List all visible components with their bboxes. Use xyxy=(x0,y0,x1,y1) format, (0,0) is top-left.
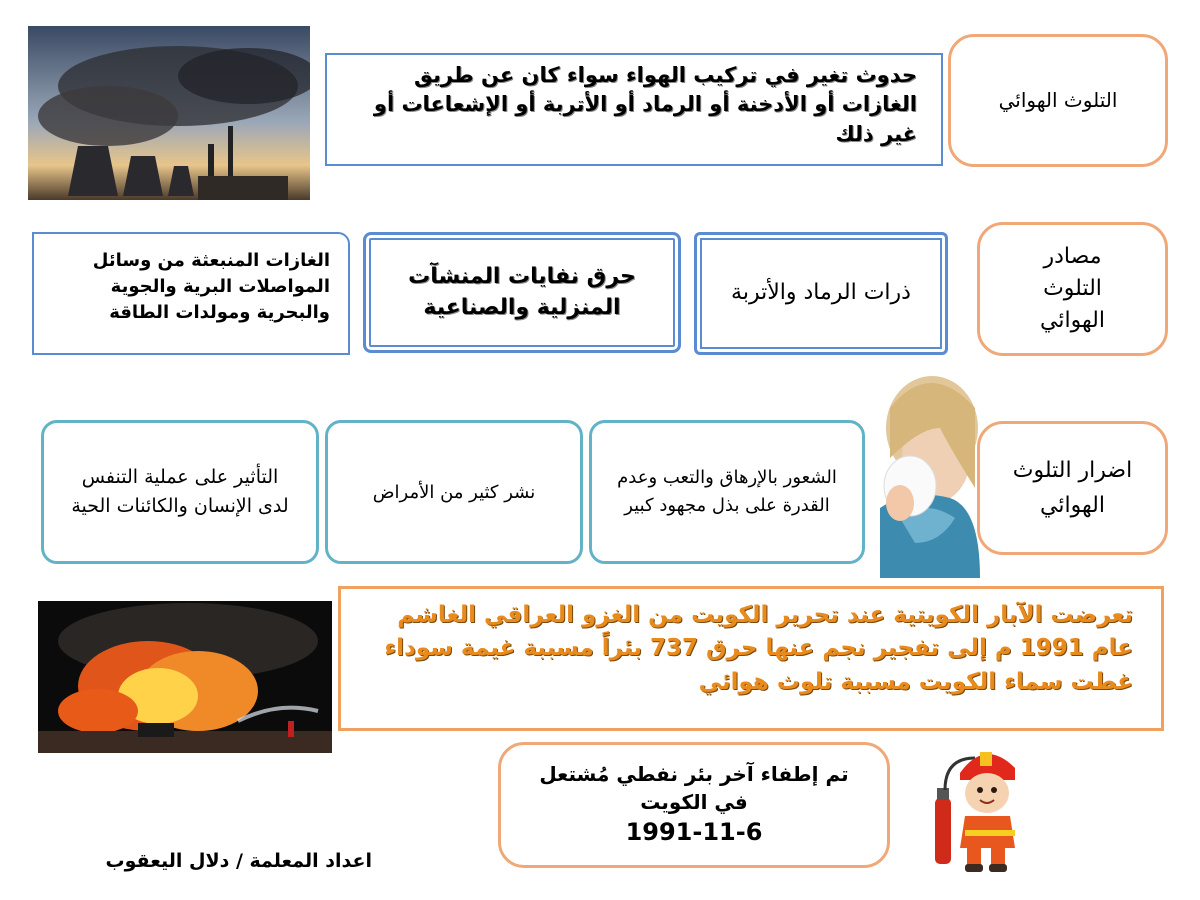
last-well-box xyxy=(498,742,890,868)
pollution-sources-label-1: مصادر xyxy=(1043,244,1102,270)
harm-diseases: نشر كثير من الأمراض xyxy=(372,481,536,503)
source-waste-burning-box xyxy=(363,232,681,353)
factory-smoke-photo xyxy=(28,26,310,200)
kuwait-oil-fires-box xyxy=(338,586,1164,731)
pollution-sources-label-3: الهوائي xyxy=(1040,307,1105,333)
source-waste-burning: حرق نفايات المنشآت المنزلية والصناعية xyxy=(408,263,636,320)
last-well-date: 1991-11-6 xyxy=(625,818,763,847)
source-vehicles: الغازات المنبعثة من وسائل المواصلات البرية والجوية والبحرية ومولدات الطاقة xyxy=(92,250,330,324)
pollution-sources-label-box xyxy=(977,222,1168,356)
last-well-line1: تم إطفاء آخر بئر نفطي مُشتعل xyxy=(539,762,849,787)
pollution-harms-label: اضرار التلوث الهوائي xyxy=(1012,457,1133,518)
sneezing-woman-photo xyxy=(870,368,980,578)
firefighter-child-cartoon xyxy=(925,738,1030,873)
harm-fatigue: الشعور بالإرهاق والتعب وعدم القدرة على بذل مجهود كبير xyxy=(617,467,837,516)
oil-well-fire-photo xyxy=(38,601,332,753)
air-pollution-label: التلوث الهوائي xyxy=(998,88,1118,112)
pollution-harms-label-box xyxy=(977,421,1168,555)
harm-diseases-box xyxy=(325,420,583,564)
author-credit: اعداد المعلمة / دلال اليعقوب xyxy=(105,850,372,872)
air-pollution-label-box xyxy=(948,34,1168,167)
last-well-line2: في الكويت xyxy=(640,790,748,815)
pollution-sources-label-2: التلوث xyxy=(1043,276,1102,302)
source-ash-dust-box xyxy=(694,232,948,355)
air-pollution-definition-box xyxy=(325,53,943,166)
harm-breathing-box xyxy=(41,420,319,564)
harm-breathing: التأثير على عملية التنفس لدى الإنسان والكائنات الحية xyxy=(71,465,289,517)
kuwait-oil-fires-text: تعرضت الآبار الكويتية عند تحرير الكويت من الغزو العراقي الغاشم عام 1991 م إلى تفجير نجم عنها حرق 737 بئراً مسببة غيمة سوداء غطت سماء الكويت مسببة تلوث هوائي xyxy=(384,602,1133,695)
harm-fatigue-box xyxy=(589,420,865,564)
source-ash-dust: ذرات الرماد والأتربة xyxy=(731,280,911,306)
source-vehicles-box xyxy=(32,232,350,355)
air-pollution-definition: حدوث تغير في تركيب الهواء سواء كان عن طريق الغازات أو الأدخنة أو الرماد أو الأتربة أو الإشعاعات أو غير ذلك xyxy=(373,63,917,146)
